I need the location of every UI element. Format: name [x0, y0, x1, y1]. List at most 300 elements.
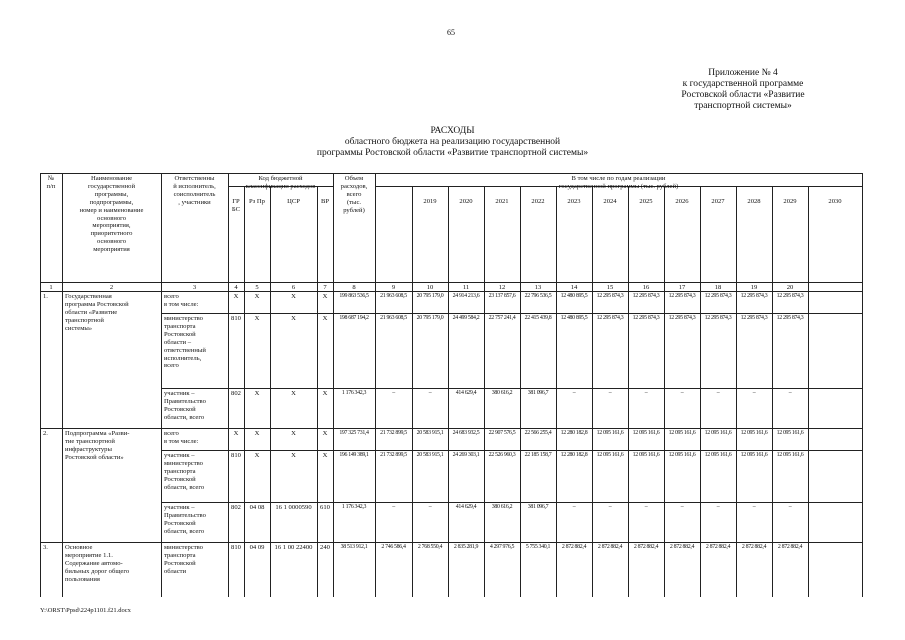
- responsible-cell: [163, 390, 228, 422]
- amount-cell: [412, 315, 448, 323]
- header-responsible-text: , участники: [178, 198, 211, 206]
- responsible-cell-text: области, всего: [164, 527, 205, 535]
- amount-cell-text: 24 499 584,2: [452, 315, 480, 321]
- responsible-cell-text: области: [164, 567, 187, 575]
- header-years-group-text: государственной программы (тыс. рублей): [558, 182, 679, 190]
- column-number: [448, 284, 484, 292]
- amount-cell-text: 380 616,2: [491, 504, 513, 510]
- responsible-cell-text: Правительство: [164, 397, 206, 405]
- amount-cell-text: 12 280 182,8: [560, 430, 588, 436]
- header-year: [592, 198, 628, 206]
- vr-cell: [317, 430, 333, 438]
- amount-cell-text: 198 687 194,2: [339, 315, 369, 321]
- table-rule: [161, 313, 862, 314]
- title-line: программы Ростовской области «Развитие транспортной системы»: [316, 148, 589, 158]
- amount-cell-text: –: [752, 504, 756, 510]
- file-path-footer: Y:\ORST\Ppsd\224p1101.f21.docx: [40, 607, 131, 614]
- rzpr-cell-text: 04 08: [249, 504, 265, 511]
- responsible-cell-text: министерство: [164, 459, 203, 467]
- responsible-cell-text: в том числе:: [164, 300, 199, 308]
- amount-cell-text: 12 295 874,3: [776, 315, 804, 321]
- responsible-cell-text: Ростовской: [164, 475, 196, 483]
- amount-cell-text: –: [788, 504, 792, 510]
- table-rule: [40, 173, 41, 597]
- amount-cell: [333, 504, 375, 512]
- amount-cell-text: 5 755 340,1: [525, 544, 551, 550]
- header-grbs: [228, 198, 244, 214]
- amount-cell: [772, 430, 808, 438]
- header-responsible: [161, 175, 228, 207]
- amount-cell-text: –: [608, 504, 612, 510]
- grbs-cell: [228, 544, 244, 552]
- column-number: [412, 284, 448, 292]
- amount-cell: [412, 430, 448, 438]
- header-responsible-text: Ответственны: [174, 175, 215, 182]
- amount-cell-text: 22 796 536,5: [524, 293, 552, 299]
- amount-cell-text: 2 872 882,4: [633, 544, 659, 550]
- table-rule: [40, 428, 862, 429]
- column-number-text: 19: [750, 283, 758, 291]
- csr-cell-text: 16 1 00 22400: [274, 544, 313, 551]
- responsible-cell-text: Ростовской: [164, 559, 196, 567]
- vr-cell-text: 610: [320, 504, 330, 511]
- amount-cell: [448, 430, 484, 438]
- csr-cell-text: X: [291, 390, 296, 397]
- amount-cell: [448, 544, 484, 552]
- header-num-text: п/п: [46, 182, 56, 190]
- amount-cell-text: 2 872 882,4: [777, 544, 803, 550]
- amount-cell: [664, 293, 700, 301]
- amount-cell: [592, 390, 628, 398]
- amount-cell: [412, 544, 448, 552]
- amount-cell: [375, 390, 412, 398]
- amount-cell: [664, 430, 700, 438]
- amount-cell-text: 24 269 303,1: [452, 452, 480, 458]
- amount-cell: [736, 390, 772, 398]
- amount-cell-text: –: [428, 504, 432, 510]
- vr-cell-text: X: [322, 452, 328, 459]
- grbs-cell-text: 810: [231, 544, 241, 551]
- amount-cell-text: 22 185 158,7: [524, 452, 552, 458]
- csr-cell-text: X: [291, 430, 296, 437]
- amount-cell: [628, 390, 664, 398]
- vr-cell: [317, 293, 333, 301]
- header-vr-text: ВР: [320, 198, 330, 205]
- amount-cell-text: –: [608, 390, 612, 396]
- header-year-text: 2025: [639, 198, 653, 205]
- row-name: [64, 544, 161, 584]
- grbs-cell-text: X: [233, 430, 239, 437]
- amount-cell-text: 21 732 899,5: [380, 452, 407, 458]
- column-number: [664, 284, 700, 292]
- amount-cell-text: 1 176 342,3: [341, 390, 367, 396]
- vr-cell-text: X: [322, 315, 328, 322]
- amount-cell: [664, 544, 700, 552]
- amount-cell-text: 12 280 182,8: [560, 452, 588, 458]
- rzpr-cell: [244, 452, 270, 460]
- page-number: 65: [447, 28, 455, 37]
- header-code-group-text: Код бюджетной: [258, 175, 303, 182]
- row-name-text: транспортной: [65, 316, 104, 324]
- vr-cell: [317, 452, 333, 460]
- table-rule: [161, 173, 162, 597]
- amount-cell: [333, 430, 375, 438]
- grbs-cell-text: 802: [231, 504, 241, 511]
- header-year: [484, 198, 520, 206]
- row-name-text: Государственная: [65, 293, 112, 300]
- column-number-text: 2: [109, 283, 114, 291]
- amount-cell-text: 197 325 731,4: [339, 430, 369, 436]
- amount-cell: [484, 452, 520, 460]
- responsible-cell: [163, 315, 228, 370]
- column-number-text: 15: [606, 283, 614, 291]
- column-number-text: 3: [192, 283, 197, 291]
- amount-cell: [664, 504, 700, 512]
- csr-cell: [270, 452, 317, 460]
- amount-cell-text: 12 295 874,3: [668, 315, 696, 321]
- amount-cell: [772, 504, 808, 512]
- amount-cell: [592, 293, 628, 301]
- header-code-group-text: классификации расходов: [245, 182, 316, 190]
- header-year: [808, 198, 862, 206]
- responsible-cell: [163, 452, 228, 492]
- row-name-text: мероприятие 1.1.: [65, 551, 113, 559]
- amount-cell-text: 20 583 915,1: [416, 452, 444, 458]
- amount-cell-text: 12 295 874,3: [776, 293, 804, 299]
- header-year-text: 2026: [675, 198, 689, 205]
- amount-cell: [556, 544, 592, 552]
- responsible-cell: [163, 504, 228, 536]
- amount-cell-text: 2 872 882,4: [561, 544, 587, 550]
- amount-cell: [628, 430, 664, 438]
- row-name-text: инфраструктуры: [65, 445, 112, 453]
- column-number-text: 14: [570, 283, 578, 291]
- amount-cell: [700, 293, 736, 301]
- csr-cell: [270, 293, 317, 301]
- amount-cell-text: 22 566 255,4: [524, 430, 552, 436]
- grbs-cell: [228, 390, 244, 398]
- amount-cell-text: 12 295 874,3: [632, 315, 660, 321]
- csr-cell-text: X: [291, 293, 296, 300]
- csr-cell: [270, 390, 317, 398]
- amount-cell: [772, 452, 808, 460]
- row-name-text: бильных дорог общего: [65, 567, 130, 575]
- amount-cell: [448, 452, 484, 460]
- amount-cell-text: 12 295 874,3: [704, 293, 732, 299]
- amount-cell-text: –: [392, 504, 395, 510]
- header-total-text: рублей): [343, 206, 365, 214]
- column-number: [592, 284, 628, 292]
- appendix-line: к государственной программе: [682, 79, 804, 89]
- amount-cell-text: 12 480 895,5: [560, 315, 588, 321]
- column-number-text: 7: [323, 283, 327, 291]
- amount-cell: [333, 293, 375, 301]
- rzpr-cell: [244, 390, 270, 398]
- grbs-cell: [228, 452, 244, 460]
- table-rule: [161, 502, 862, 503]
- rzpr-cell-text: X: [254, 315, 260, 322]
- amount-cell: [520, 430, 556, 438]
- header-year-text: 2020: [459, 198, 473, 205]
- table-rule: [161, 388, 862, 389]
- column-number: [736, 284, 772, 292]
- column-number-text: 12: [498, 283, 506, 291]
- amount-cell-text: 12 295 874,3: [668, 293, 696, 299]
- csr-cell: [270, 504, 317, 512]
- row-number: [42, 430, 62, 438]
- row-number: [42, 544, 62, 552]
- amount-cell: [664, 390, 700, 398]
- amount-cell-text: 380 616,2: [491, 390, 513, 396]
- amount-cell: [736, 430, 772, 438]
- amount-cell: [333, 390, 375, 398]
- header-num-text: №: [47, 175, 55, 182]
- amount-cell: [700, 430, 736, 438]
- column-number: [520, 284, 556, 292]
- header-name-text: государственной: [88, 182, 135, 190]
- header-year: [736, 198, 772, 206]
- amount-cell: [700, 504, 736, 512]
- column-number: [772, 284, 808, 292]
- responsible-cell-text: транспорта: [164, 551, 196, 559]
- header-total-text: расходов,: [340, 182, 368, 190]
- header-year-text: 2030: [828, 198, 842, 205]
- grbs-cell-text: 802: [231, 390, 241, 397]
- amount-cell: [412, 390, 448, 398]
- column-number-text: 9: [391, 283, 396, 291]
- csr-cell: [270, 544, 317, 552]
- vr-cell-text: X: [322, 430, 328, 437]
- column-number: [161, 284, 228, 292]
- column-number-text: 8: [352, 283, 356, 291]
- amount-cell-text: 12 095 161,6: [632, 430, 660, 436]
- amount-cell: [375, 452, 412, 460]
- amount-cell: [484, 430, 520, 438]
- table-rule: [375, 173, 376, 597]
- amount-cell-text: –: [788, 390, 792, 396]
- header-name-text: основного: [97, 214, 126, 222]
- amount-cell-text: 21 963 608,5: [380, 315, 407, 321]
- amount-cell: [700, 315, 736, 323]
- column-number-text: 20: [786, 283, 794, 291]
- amount-cell: [700, 452, 736, 460]
- amount-cell: [520, 452, 556, 460]
- amount-cell-text: 2 746 586,4: [381, 544, 406, 550]
- header-years-group-text: В том числе по годам реализации: [571, 175, 666, 182]
- amount-cell-text: 12 095 161,6: [668, 430, 696, 436]
- column-number: [556, 284, 592, 292]
- header-year-text: 2022: [531, 198, 545, 205]
- responsible-cell-text: Правительство: [164, 511, 206, 519]
- csr-cell-text: X: [291, 315, 296, 322]
- csr-cell: [270, 315, 317, 323]
- amount-cell-text: –: [392, 390, 395, 396]
- vr-cell-text: 240: [320, 544, 330, 551]
- column-number-text: 1: [49, 283, 53, 291]
- row-name-text: Подпрограмма «Разви-: [65, 430, 130, 437]
- column-number: [40, 284, 62, 292]
- amount-cell: [484, 315, 520, 323]
- column-number: [244, 284, 270, 292]
- column-number: [317, 284, 333, 292]
- amount-cell-text: 12 095 161,6: [668, 452, 696, 458]
- rzpr-cell: [244, 430, 270, 438]
- amount-cell: [333, 452, 375, 460]
- header-year: [556, 198, 592, 206]
- grbs-cell: [228, 315, 244, 323]
- amount-cell-text: 2 872 882,4: [597, 544, 623, 550]
- amount-cell-text: 24 683 932,5: [452, 430, 480, 436]
- column-number: [628, 284, 664, 292]
- amount-cell: [520, 390, 556, 398]
- amount-cell-text: 21 732 899,5: [380, 430, 407, 436]
- amount-cell-text: 12 095 161,6: [596, 430, 624, 436]
- amount-cell-text: 199 863 536,5: [339, 293, 369, 299]
- amount-cell: [772, 315, 808, 323]
- table-rule: [862, 173, 863, 597]
- vr-cell: [317, 544, 333, 552]
- grbs-cell-text: X: [233, 293, 239, 300]
- header-year: [772, 198, 808, 206]
- amount-cell-text: 2 835 281,9: [453, 544, 479, 550]
- amount-cell: [628, 315, 664, 323]
- amount-cell-text: 24 914 213,6: [452, 293, 480, 299]
- column-number-text: 16: [642, 283, 650, 291]
- amount-cell-text: 12 095 161,6: [740, 430, 768, 436]
- vr-cell: [317, 390, 333, 398]
- header-name-text: программы,: [94, 190, 129, 198]
- amount-cell: [375, 315, 412, 323]
- amount-cell-text: 12 480 895,5: [560, 293, 588, 299]
- header-year-text: 2028: [747, 198, 761, 205]
- amount-cell-text: 12 095 161,6: [740, 452, 768, 458]
- csr-cell: [270, 430, 317, 438]
- amount-cell-text: 22 907 576,5: [488, 430, 516, 436]
- rzpr-cell-text: X: [254, 390, 260, 397]
- amount-cell: [448, 504, 484, 512]
- amount-cell: [592, 430, 628, 438]
- header-responsible-text: соисполнитель: [173, 190, 216, 198]
- amount-cell-text: 2 768 550,4: [417, 544, 443, 550]
- amount-cell: [736, 544, 772, 552]
- header-year-text: 2023: [567, 198, 581, 205]
- grbs-cell: [228, 430, 244, 438]
- amount-cell: [448, 315, 484, 323]
- amount-cell-text: –: [716, 504, 720, 510]
- row-name-text: пользования: [65, 575, 100, 583]
- responsible-cell-text: Ростовской: [164, 519, 196, 527]
- amount-cell-text: 1 176 342,3: [341, 504, 367, 510]
- vr-cell: [317, 315, 333, 323]
- amount-cell-text: –: [680, 390, 684, 396]
- amount-cell-text: –: [644, 390, 648, 396]
- amount-cell: [333, 315, 375, 323]
- column-number-text: 17: [678, 283, 686, 291]
- amount-cell: [556, 452, 592, 460]
- amount-cell: [375, 544, 412, 552]
- column-number-text: 4: [234, 283, 238, 291]
- table-rule: [228, 173, 229, 597]
- amount-cell: [484, 544, 520, 552]
- amount-cell: [628, 544, 664, 552]
- header-name-text: Наименование: [90, 175, 133, 182]
- csr-cell-text: 16 1 0000590: [275, 504, 312, 511]
- header-year-text: 2019: [423, 198, 437, 205]
- amount-cell: [772, 390, 808, 398]
- amount-cell: [592, 544, 628, 552]
- amount-cell-text: 196 149 389,1: [339, 452, 369, 458]
- amount-cell: [520, 504, 556, 512]
- amount-cell: [412, 452, 448, 460]
- amount-cell-text: –: [680, 504, 684, 510]
- amount-cell: [772, 544, 808, 552]
- amount-cell: [520, 315, 556, 323]
- responsible-cell-text: Ростовской: [164, 405, 196, 413]
- amount-cell: [700, 390, 736, 398]
- amount-cell: [375, 504, 412, 512]
- header-csr: [270, 198, 317, 206]
- amount-cell-text: 381 096,7: [527, 390, 549, 396]
- title-line: областного бюджета на реализацию государственной: [344, 137, 561, 147]
- header-year-text: 2029: [783, 198, 797, 205]
- header-name-text: мероприятия,: [92, 222, 131, 230]
- header-total-text: всего: [346, 190, 362, 198]
- amount-cell-text: 12 295 874,3: [596, 315, 624, 321]
- amount-cell-text: 414 629,4: [455, 504, 477, 510]
- responsible-cell: [163, 430, 228, 446]
- grbs-cell: [228, 293, 244, 301]
- amount-cell-text: 20 583 915,1: [416, 430, 444, 436]
- amount-cell-text: 12 295 874,3: [596, 293, 624, 299]
- rzpr-cell: [244, 544, 270, 552]
- amount-cell-text: 12 295 874,3: [704, 315, 732, 321]
- amount-cell-text: 22 415 439,8: [524, 315, 552, 321]
- amount-cell: [664, 452, 700, 460]
- column-number: [375, 284, 412, 292]
- responsible-cell-text: участник –: [164, 452, 195, 459]
- amount-cell-text: –: [644, 504, 648, 510]
- title-main: РАСХОДЫ: [430, 126, 475, 136]
- amount-cell-text: 20 795 179,0: [416, 293, 444, 299]
- rzpr-cell-text: 04 09: [249, 544, 265, 551]
- responsible-cell-text: всего: [164, 362, 179, 370]
- header-name-text: мероприятия: [93, 246, 130, 254]
- grbs-cell-text: 810: [231, 315, 241, 322]
- header-name-text: подпрограммы,: [89, 198, 134, 206]
- header-rzpr: [244, 198, 270, 206]
- row-name-text: системы»: [65, 324, 93, 332]
- header-year: [412, 198, 448, 206]
- row-name-text: тие транспортной: [65, 437, 115, 445]
- amount-cell-text: –: [428, 390, 432, 396]
- amount-cell-text: –: [572, 504, 576, 510]
- column-number: [700, 284, 736, 292]
- rzpr-cell-text: X: [254, 452, 260, 459]
- header-year-text: 2024: [603, 198, 617, 205]
- row-number-text: 2.: [43, 430, 48, 437]
- row-number: [42, 293, 62, 301]
- amount-cell-text: –: [716, 390, 720, 396]
- amount-cell-text: 12 295 874,3: [740, 293, 768, 299]
- amount-cell: [736, 293, 772, 301]
- amount-cell-text: 23 137 857,6: [488, 293, 516, 299]
- amount-cell-text: 22 526 960,3: [488, 452, 516, 458]
- amount-cell: [664, 315, 700, 323]
- vr-cell-text: X: [322, 390, 328, 397]
- header-num: [40, 175, 62, 191]
- amount-cell: [375, 293, 412, 301]
- header-year: [664, 198, 700, 206]
